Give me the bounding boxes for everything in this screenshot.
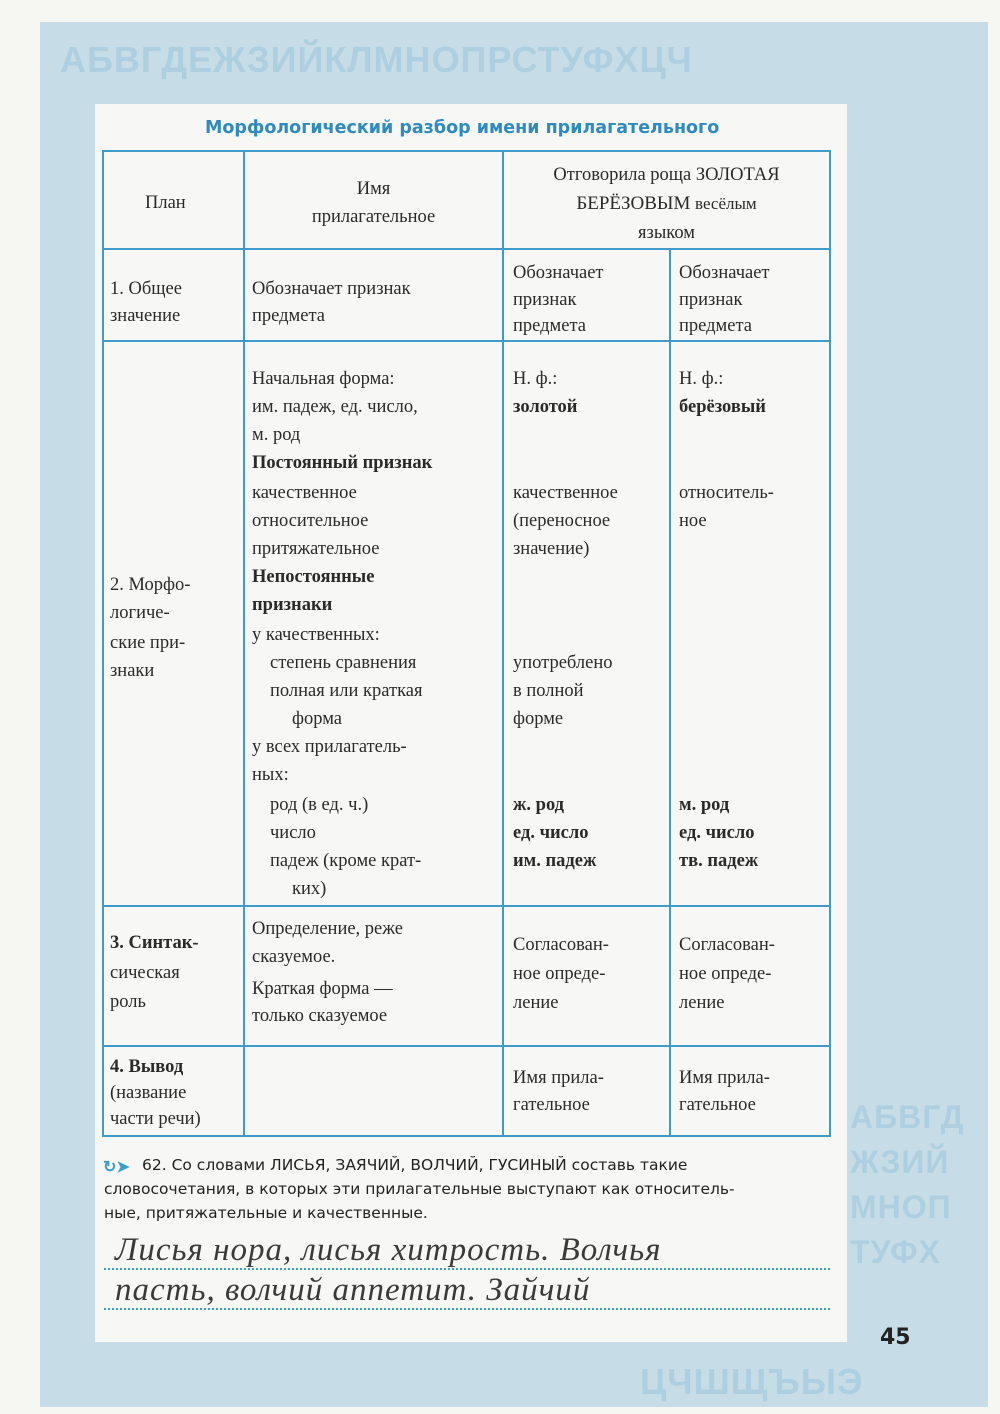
plan-cell: роль: [110, 992, 146, 1012]
plan-cell: 2. Морфо-: [110, 575, 191, 595]
decorative-alphabet-top: АБВГДЕЖЗИЙКЛМНОПРСТУФХЦЧ: [60, 39, 693, 80]
word2-cell: берёзовый: [679, 397, 766, 417]
word2-cell: ное: [679, 511, 707, 531]
word1-cell: (переносное: [513, 511, 611, 531]
word2-cell: ное опреде-: [679, 964, 772, 984]
row-divider: [102, 905, 831, 907]
table-border: [102, 150, 831, 152]
plan-cell: 3. Синтак-: [110, 933, 199, 953]
word2-cell: признак: [679, 290, 743, 310]
exercise-link-icon: ↻➤: [103, 1159, 130, 1176]
word2-cell: Н. ф.:: [679, 369, 724, 389]
word2-cell: ление: [679, 993, 725, 1013]
header-adjective: прилагательное: [311, 207, 436, 227]
word1-cell: качественное: [513, 483, 618, 503]
adjective-cell: притяжательное: [252, 539, 380, 559]
row-divider: [102, 340, 831, 342]
writing-line: [104, 1268, 830, 1270]
header-plan: План: [145, 193, 186, 213]
exercise-text: 62. Со словами ЛИСЬЯ, ЗАЯЧИЙ, ВОЛЧИЙ, ГУСИНЫЙ составь такие: [142, 1156, 688, 1174]
word1-cell: в полной: [513, 681, 584, 701]
adjective-cell: только сказуемое: [252, 1006, 388, 1026]
word1-cell: гательное: [513, 1095, 590, 1115]
column-divider: [502, 150, 504, 1137]
plan-cell: логиче-: [110, 603, 170, 623]
adjective-cell: степень сравнения: [270, 653, 417, 673]
word1-cell: значение): [513, 539, 590, 559]
word2-cell: гательное: [679, 1095, 756, 1115]
decorative-alphabet-right-1: АБВГД: [850, 1099, 965, 1135]
word1-cell: ление: [513, 993, 559, 1013]
word1-cell: ед. число: [513, 823, 589, 843]
adjective-cell: число: [270, 823, 316, 843]
word1-cell: золотой: [513, 397, 578, 417]
plan-cell: ские при-: [110, 633, 186, 653]
adjective-cell: Постоянный признак: [252, 453, 433, 473]
word1-cell: Обозначает: [513, 263, 604, 283]
header-sentence: языком: [638, 223, 695, 243]
exercise-text: словосочетания, в которых эти прилагательные выступают как относитель-: [104, 1180, 735, 1198]
word2-cell: ед. число: [679, 823, 755, 843]
word1-cell: ное опреде-: [513, 964, 606, 984]
adjective-cell: у качественных:: [252, 625, 380, 645]
adjective-cell: Непостоянные: [252, 567, 375, 587]
word2-cell: м. род: [679, 795, 730, 815]
column-divider: [669, 248, 671, 1137]
handwritten-answer: Лисья нора, лисья хитрость. Волчья: [115, 1232, 662, 1268]
plan-cell: значение: [110, 306, 181, 326]
adjective-cell: Обозначает признак: [252, 279, 411, 299]
decorative-alphabet-right-2: ЖЗИЙ: [850, 1144, 950, 1180]
adjective-cell: сказуемое.: [252, 947, 336, 967]
page-number: 45: [880, 1325, 911, 1350]
plan-cell: сическая: [110, 963, 180, 983]
adjective-cell: относительное: [252, 511, 369, 531]
plan-cell: 1. Общее: [110, 279, 182, 299]
decorative-alphabet-right-4: ТУФХ: [850, 1234, 941, 1270]
plan-cell: 4. Вывод: [110, 1057, 184, 1077]
word1-cell: предмета: [513, 316, 586, 336]
adjective-cell: Начальная форма:: [252, 369, 395, 389]
column-divider: [243, 150, 245, 1137]
adjective-cell: им. падеж, ед. число,: [252, 397, 418, 417]
word1-cell: признак: [513, 290, 577, 310]
word2-cell: тв. падеж: [679, 851, 759, 871]
header-adjective: Имя: [356, 179, 391, 199]
word2-cell: Обозначает: [679, 263, 770, 283]
page-title: Морфологический разбор имени прилагательного: [205, 118, 720, 138]
word1-cell: ж. род: [513, 795, 565, 815]
adjective-cell: признаки: [252, 595, 333, 615]
adjective-cell: м. род: [252, 425, 301, 445]
word2-cell: Согласован-: [679, 935, 775, 955]
adjective-cell: род (в ед. ч.): [270, 795, 369, 815]
table-border: [102, 150, 104, 1137]
table-border: [829, 150, 831, 1137]
word1-cell: употреблено: [513, 653, 613, 673]
table-border: [102, 1135, 831, 1137]
decorative-alphabet-right-3: МНОП: [850, 1189, 952, 1225]
adjective-cell: качественное: [252, 483, 357, 503]
word2-cell: относитель-: [679, 483, 774, 503]
adjective-cell: ных:: [252, 765, 289, 785]
adjective-cell: ких): [292, 879, 327, 899]
adjective-cell: предмета: [252, 306, 325, 326]
plan-cell: знаки: [110, 661, 155, 681]
word1-cell: Н. ф.:: [513, 369, 558, 389]
word1-cell: Согласован-: [513, 935, 609, 955]
adjective-cell: у всех прилагатель-: [252, 737, 407, 757]
word2-cell: Имя прила-: [679, 1068, 770, 1088]
adjective-cell: Краткая форма —: [252, 979, 393, 999]
row-divider: [102, 1045, 831, 1047]
decorative-alphabet-bottom: ЦЧШЩЪЫЭ: [640, 1361, 864, 1402]
word1-cell: Имя прила-: [513, 1068, 604, 1088]
header-sentence: БЕРЁЗОВЫМ весёлым: [576, 193, 757, 214]
adjective-cell: падеж (кроме крат-: [270, 851, 422, 871]
word2-cell: предмета: [679, 316, 752, 336]
word1-cell: форме: [513, 709, 564, 729]
handwritten-answer: пасть, волчий аппетит. Зайчий: [115, 1272, 591, 1308]
header-sentence: Отговорила роща ЗОЛОТАЯ: [553, 165, 780, 185]
row-divider: [102, 248, 831, 250]
adjective-cell: полная или краткая: [270, 681, 423, 701]
adjective-cell: Определение, реже: [252, 919, 404, 939]
writing-line: [104, 1308, 830, 1310]
plan-cell: (название: [110, 1083, 187, 1103]
adjective-cell: форма: [292, 709, 342, 729]
plan-cell: части речи): [110, 1109, 201, 1129]
exercise-text: ные, притяжательные и качественные.: [104, 1204, 428, 1222]
word1-cell: им. падеж: [513, 851, 597, 871]
